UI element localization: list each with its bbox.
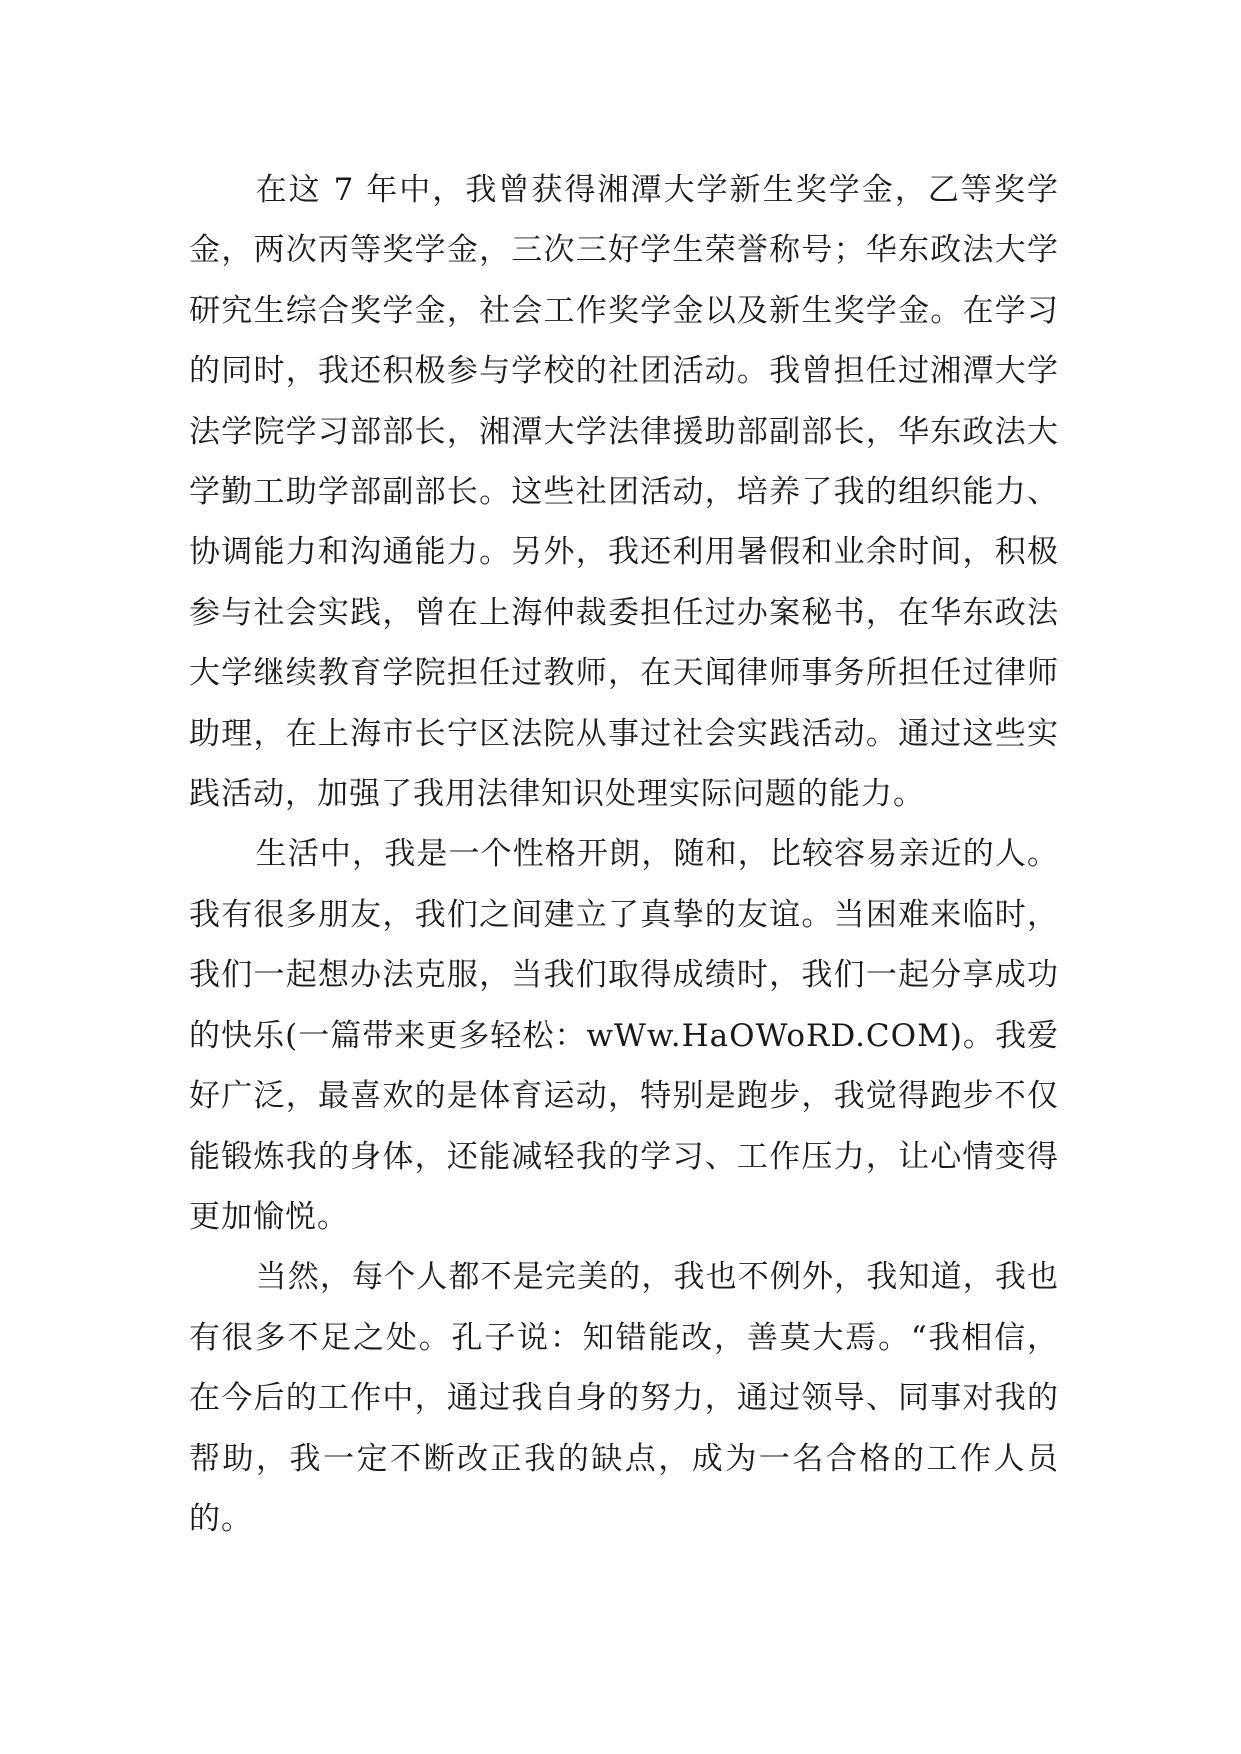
paragraph-achievements: 在这 7 年中，我曾获得湘潭大学新生奖学金，乙等奖学金，两次丙等奖学金，三次三好学生荣誉称号；华东政法大学研究生综合奖学金，社会工作奖学金以及新生奖学金。在学习的同时，我还积极参与学校的社团活动。我曾担任过湘潭大学法学院学习部部长，湘潭大学法律援助部副部长，华东政法大学勤工助学部副部长。这些社团活动，培养了我的组织能力、协调能力和沟通能力。另外，我还利用暑假和业余时间，积极参与社会实践，曾在上海仲裁委担任过办案秘书，在华东政法大学继续教育学院担任过教师，在天闻律师事务所担任过律师助理，在上海市长宁区法院从事过社会实践活动。通过这些实践活动，加强了我用法律知识处理实际问题的能力。 <box>189 172 1059 813</box>
paragraph-personal-life: 生活中，我是一个性格开朗，随和，比较容易亲近的人。我有很多朋友，我们之间建立了真挚的友谊。当困难来临时，我们一起想办法克服，当我们取得成绩时，我们一起分享成功的快乐(一篇带来更多轻松：wWw.HaOWoRD.COM)。我爱好广泛，最喜欢的是体育运动，特别是跑步，我觉得跑步不仅能锻炼我的身体，还能减轻我的学习、工作压力，让心情变得更加愉悦。 <box>189 836 1059 1235</box>
paragraph-self-improvement: 当然，每个人都不是完美的，我也不例外，我知道，我也有很多不足之处。孔子说：知错能改，善莫大焉。“我相信，在今后的工作中，通过我自身的努力，通过领导、同事对我的帮助，我一定不断改正我的缺点，成为一名合格的工作人员的。 <box>189 1259 1059 1537</box>
document-body <box>189 160 1059 1549</box>
